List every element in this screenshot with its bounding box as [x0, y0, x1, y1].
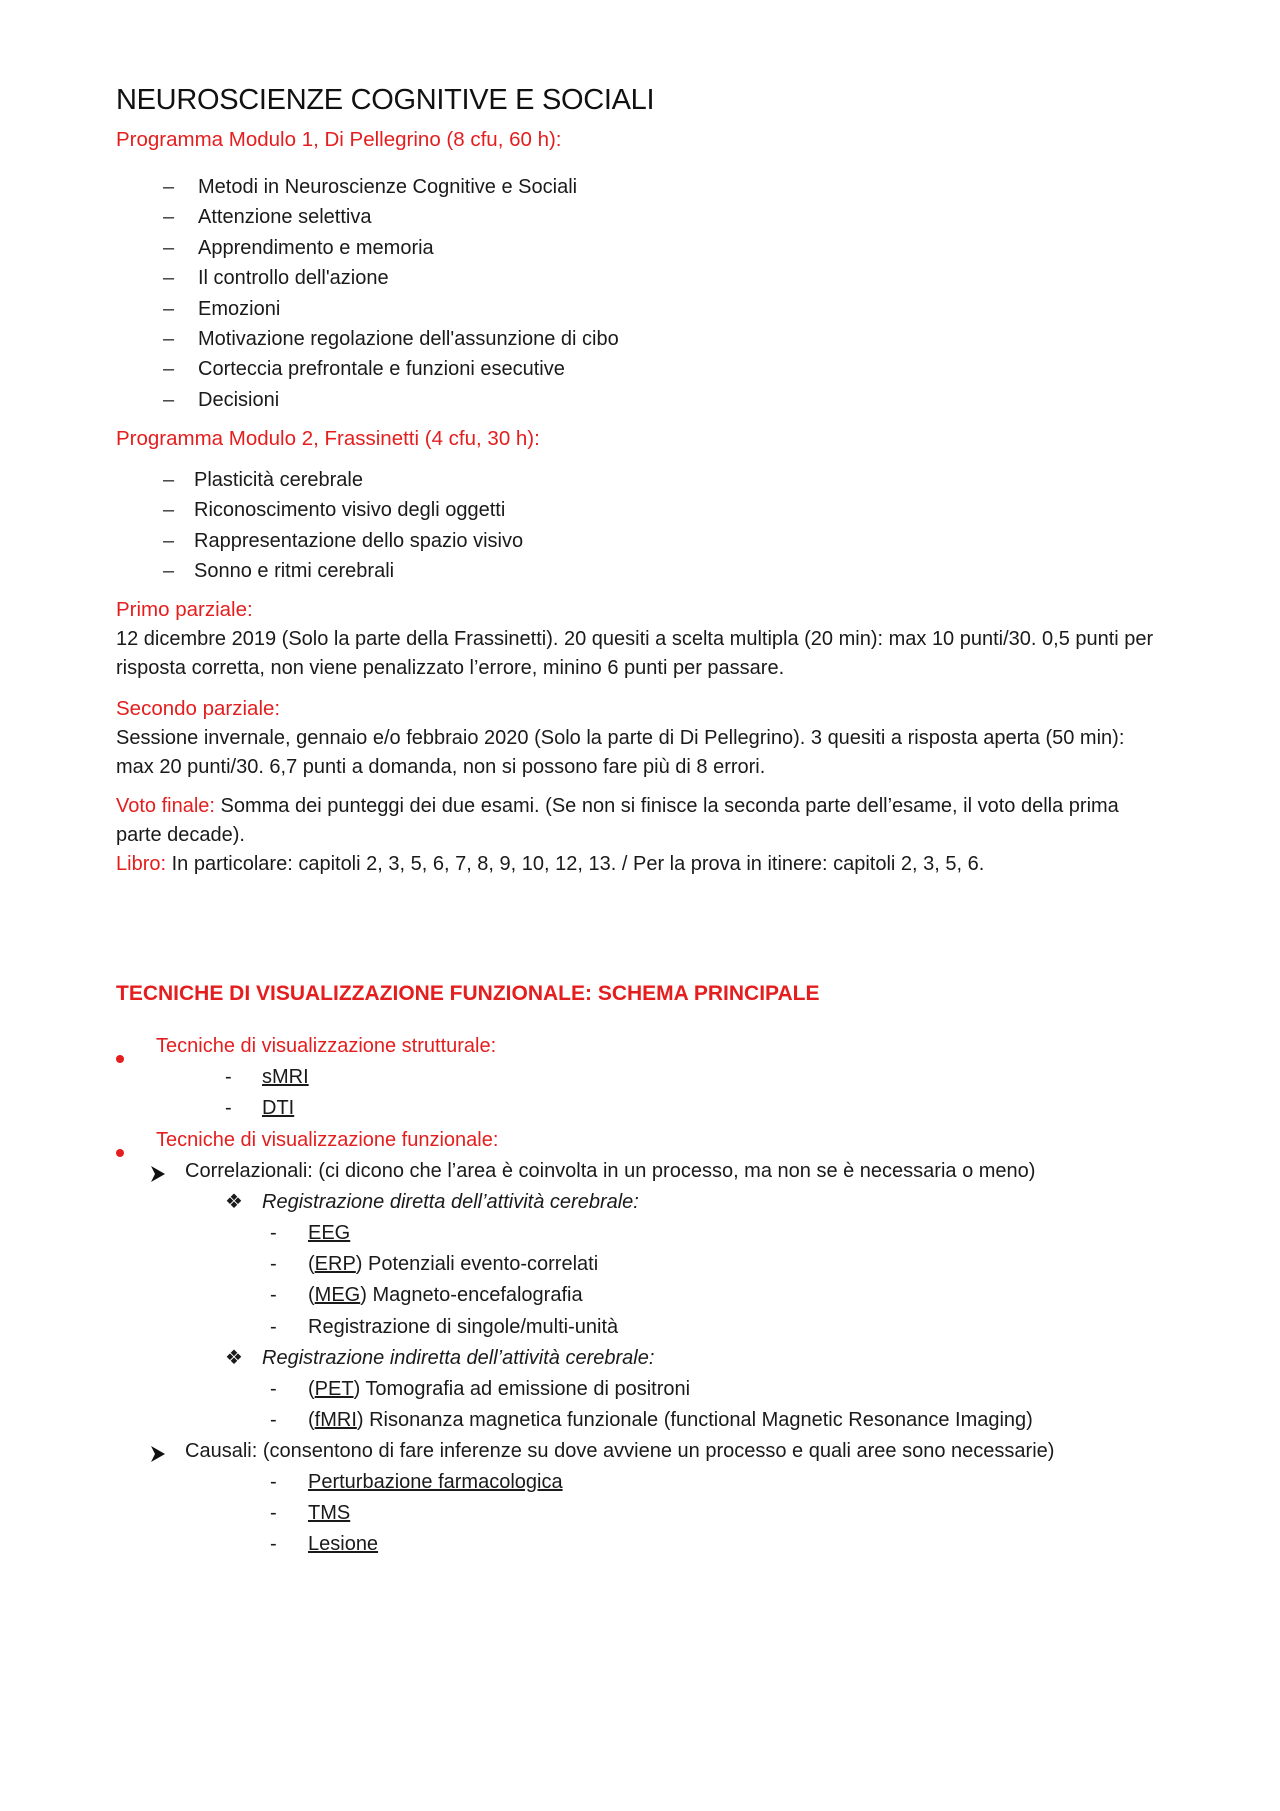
- causali-label: Causali: (consentono di fare inferenze su dove avviene un processo e quali aree sono necessarie): [185, 1440, 1055, 1462]
- dash-marker: –: [163, 560, 175, 583]
- libro-text: In particolare: capitoli 2, 3, 5, 6, 7, 8, 9, 10, 12, 13. / Per la prova in itinere: capitoli 2, 3, 5, 6.: [166, 853, 985, 875]
- correlazionali-label: Correlazionali: (ci dicono che l’area è coinvolta in un processo, ma non se è necessaria o meno): [185, 1160, 1036, 1182]
- dash-marker: –: [163, 327, 175, 350]
- primo-parziale-heading: Primo parziale:: [116, 598, 253, 621]
- bullet-icon: [116, 1136, 124, 1166]
- dash-marker: –: [163, 267, 175, 290]
- list-item: – Apprendimento e memoria: [163, 233, 1063, 263]
- schema-title: TECNICHE DI VISUALIZZAZIONE FUNZIONALE: SCHEMA PRINCIPALE: [116, 982, 820, 1005]
- dash-marker: –: [163, 529, 175, 552]
- secondo-parziale-text: Sessione invernale, gennaio e/o febbraio 2020 (Solo la parte di Di Pellegrino). 3 quesiti a risposta aperta (50 min): max 20 punti/30. 6,7 punti a domanda, non si possono fare più di 8 errori.: [116, 727, 1125, 778]
- module1-list: [163, 172, 1063, 415]
- arrowhead-icon: [150, 1162, 166, 1192]
- diamond-icon: ❖: [225, 1191, 243, 1213]
- hyphen-marker: -: [270, 1316, 277, 1338]
- indiretta-label: Registrazione indiretta dell’attività cerebrale:: [262, 1347, 655, 1369]
- hyphen-marker: -: [270, 1222, 277, 1244]
- module2-heading: Programma Modulo 2, Frassinetti (4 cfu, 30 h):: [116, 427, 540, 450]
- dash-marker: –: [163, 358, 175, 381]
- list-item: – Corteccia prefrontale e funzioni esecutive: [163, 354, 1063, 384]
- list-item: – Plasticità cerebrale: [163, 465, 1063, 495]
- libro-label: Libro:: [116, 853, 167, 875]
- functional-label: Tecniche di visualizzazione funzionale:: [156, 1129, 499, 1151]
- hyphen-marker: -: [270, 1533, 277, 1555]
- dash-marker: –: [163, 469, 175, 491]
- arrowhead-icon: [150, 1442, 166, 1472]
- secondo-parziale-heading: Secondo parziale:: [116, 697, 281, 720]
- dash-marker: –: [163, 176, 175, 198]
- document-title: NEUROSCIENZE COGNITIVE E SOCIALI: [116, 84, 655, 116]
- module1-heading: Programma Modulo 1, Di Pellegrino (8 cfu, 60 h):: [116, 128, 562, 151]
- primo-parziale-text: 12 dicembre 2019 (Solo la parte della Frassinetti). 20 quesiti a scelta multipla (20 min): max 10 punti/30. 0,5 punti per risposta corretta, non viene penalizzato l’errore, minino 6 punti per passare.: [116, 628, 1154, 679]
- list-item: – Decisioni: [163, 385, 1063, 415]
- list-item: – Attenzione selettiva: [163, 202, 1063, 232]
- hyphen-marker: -: [270, 1409, 277, 1431]
- voto-finale: [116, 792, 1166, 850]
- hyphen-marker: -: [270, 1284, 277, 1306]
- list-item: – Riconoscimento visivo degli oggetti: [163, 495, 1063, 525]
- list-item: – Sonno e ritmi cerebrali: [163, 556, 1063, 586]
- dash-marker: –: [163, 388, 175, 411]
- list-item: – Motivazione regolazione dell'assunzione di cibo: [163, 324, 1063, 354]
- list-item: – Il controllo dell'azione: [163, 263, 1063, 293]
- libro: [116, 850, 1166, 879]
- list-item: – Emozioni: [163, 294, 1063, 324]
- list-item: – Metodi in Neuroscienze Cognitive e Sociali: [163, 172, 1063, 202]
- dash-marker: –: [163, 297, 175, 320]
- hyphen-marker: -: [225, 1097, 232, 1119]
- dash-marker: –: [163, 236, 175, 259]
- hyphen-marker: -: [270, 1471, 277, 1493]
- diretta-label: Registrazione diretta dell’attività cerebrale:: [262, 1191, 639, 1213]
- voto-finale-text: Somma dei punteggi dei due esami. (Se non si finisce la seconda parte dell’esame, il voto della prima parte decade).: [116, 795, 1119, 846]
- structural-label: Tecniche di visualizzazione strutturale:: [156, 1035, 497, 1057]
- hyphen-marker: -: [270, 1502, 277, 1524]
- hyphen-marker: -: [270, 1378, 277, 1400]
- hyphen-marker: -: [270, 1253, 277, 1275]
- voto-finale-label: Voto finale:: [116, 795, 215, 817]
- hyphen-marker: -: [225, 1066, 232, 1088]
- list-item: – Rappresentazione dello spazio visivo: [163, 526, 1063, 556]
- module2-list: [163, 465, 1063, 587]
- diamond-icon: ❖: [225, 1347, 243, 1369]
- dash-marker: –: [163, 499, 175, 522]
- dash-marker: –: [163, 206, 175, 229]
- bullet-icon: [116, 1042, 124, 1072]
- document-page: NEUROSCIENZE COGNITIVE E SOCIALI Programma Modulo 1, Di Pellegrino (8 cfu, 60 h): – Metodi in Neuroscienze Cognitive e Sociali – Attenzione selettiva – Apprendimento e memoria – Il controllo dell'azione – Emozioni – Motivazione regolazione dell'assunzione di cibo – Corteccia prefrontale e funzioni esecutive – Decisioni Programma Modulo 2, Frassinetti (4 cfu, 30 h): – Plasticità cerebrale – Riconoscimento visivo degli oggetti – Rappresentazione dello spazio visivo – Sonno e ritmi cerebrali Primo parziale: 12 dicembre 2019 (Solo la parte della Frassinetti). 20 quesiti a scelta multipla (20 min): max 10 punti/30. 0,5 punti per risposta corretta, non viene penalizzato l’errore, minino 6 punti per passare. Secondo parziale: Sessione invernale, gennaio e/o febbraio 2020 (Solo la parte di Di Pellegrino). 3 quesiti a risposta aperta (50 min): max 20 punti/30. 6,7 punti a domanda, non si possono fare più di 8 errori. Voto finale: Somma dei punteggi dei due esami. (Se non si finisce la seconda parte dell’esame, il voto della prima parte decade). Libro: In particolare: capitoli 2, 3, 5, 6, 7, 8, 9, 10, 12, 13. / Per la prova in itinere: capitoli 2, 3, 5, 6. TECNICHE DI VISUALIZZAZIONE FUNZIONALE: SCHEMA PRINCIPALE Tecniche di visualizzazione strutturale: - sMRI - DTI Tecniche di visualizzazione funzionale: Correlazionali: (ci dicono che l’area è coinvolta in un processo, ma non se è necessaria o meno) ❖ Registrazione diretta dell’attività cerebrale: - EEG - (ERP) Potenziali evento-correlati - (MEG) Magneto-encefalografia - Registrazione di singole/multi-unità ❖ Registrazione indiretta dell’attività cerebrale: - (PET) Tomografia ad emissione di positroni - (fMRI) Risonanza magnetica funzionale (functional Magnetic Resonance Imaging) Causali: (consentono di fare inferenze su dove avviene un processo e quali aree sono necessarie) - Perturbazione farmacologica - TMS - Lesione: [0, 0, 1280, 1811]
